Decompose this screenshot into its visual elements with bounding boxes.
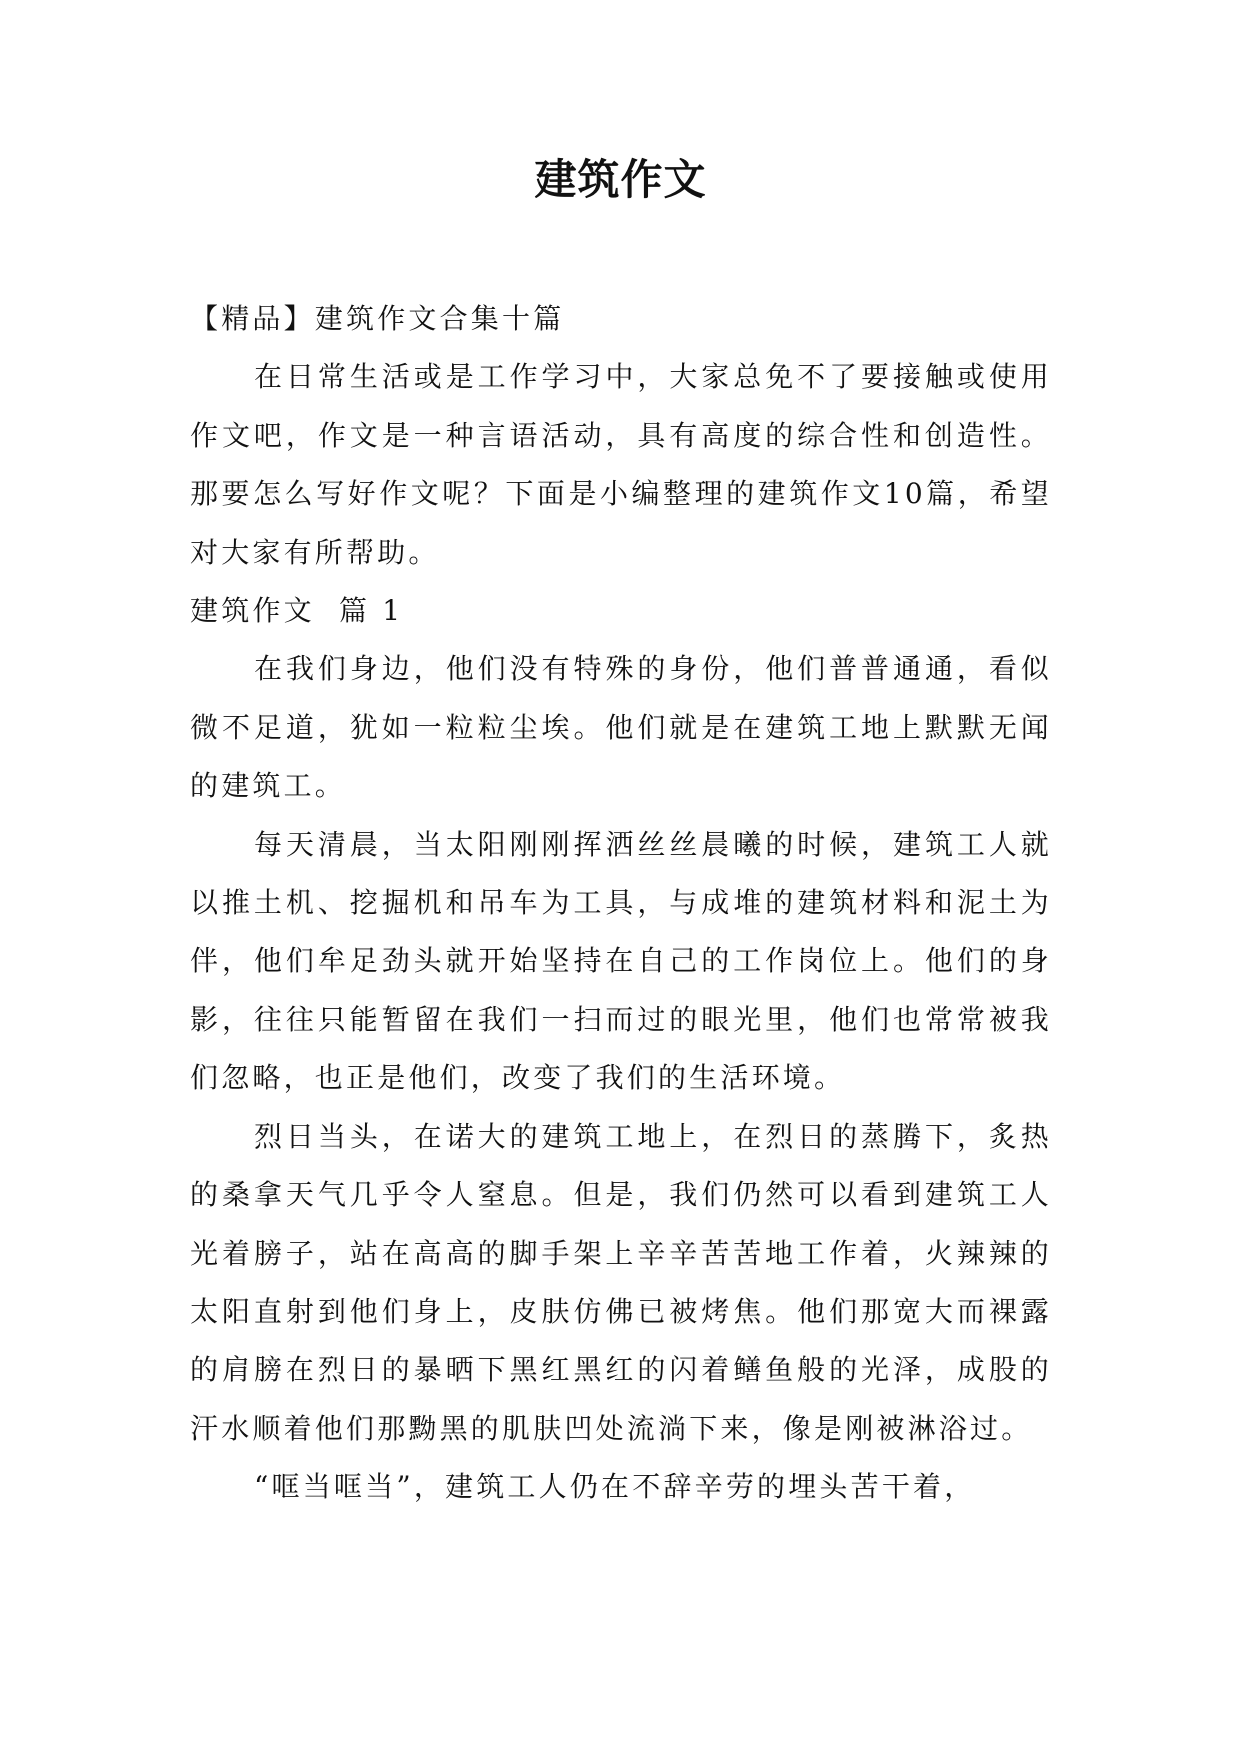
document-subtitle: 【精品】建筑作文合集十篇 [190,302,565,335]
body-paragraph-2: 每天清晨，当太阳刚刚挥洒丝丝晨曦的时候，建筑工人就以推土机、挖掘机和吊车为工具，与成堆的建筑材料和泥土为伴，他们牟足劲头就开始坚持在自己的工作岗位上。他们的身影，往往只能暂留在我们一扫而过的眼光里，他们也常常被我们忽略，也正是他们，改变了我们的生活环境。 [190,827,1052,1095]
section-heading: 建筑作文 篇 1 [190,594,404,628]
body-paragraph-1: 在我们身边，他们没有特殊的身份，他们普普通通，看似微不足道，犹如一粒粒尘埃。他们就是在建筑工地上默默无闻的建筑工。 [190,652,1052,803]
document-body [190,290,1052,1517]
document-title: 建筑作文 [534,155,707,204]
body-paragraph-4: “哐当哐当”，建筑工人仍在不辞辛劳的埋头苦干着， [254,1470,976,1504]
body-paragraph-3: 烈日当头，在诺大的建筑工地上，在烈日的蒸腾下，炙热的桑拿天气几乎令人窒息。但是，我们仍然可以看到建筑工人光着膀子，站在高高的脚手架上辛辛苦苦地工作着，火辣辣的太阳直射到他们身上，皮肤仿佛已被烤焦。他们那宽大而裸露的肩膀在烈日的暴晒下黑红黑红的闪着鳝鱼般的光泽，成股的汗水顺着他们那黝黑的肌肤凹处流淌下来，像是刚被淋浴过。 [190,1119,1052,1445]
intro-paragraph: 在日常生活或是工作学习中，大家总免不了要接触或使用作文吧，作文是一种言语活动，具有高度的综合性和创造性。那要怎么写好作文呢？下面是小编整理的建筑作文10篇，希望对大家有所帮助。 [190,360,1052,569]
